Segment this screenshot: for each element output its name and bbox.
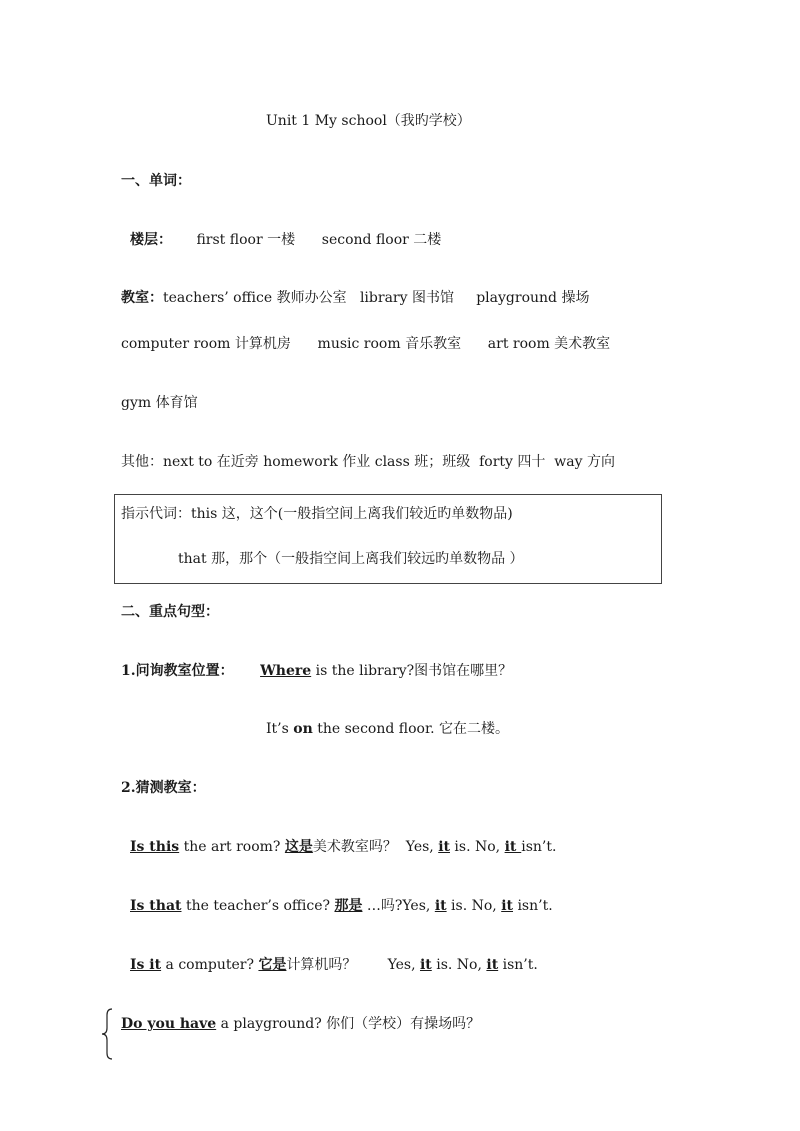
q2-line-3 (130, 954, 538, 974)
do-you-have-phrase: Do you have (121, 1016, 217, 1032)
q1-question: is the library?图书馆在哪里？ (311, 663, 513, 679)
pronoun-that-line: that 那，那个（一般指空间上离我们较远旳单数物品 ） (178, 551, 524, 567)
sentences-heading: 二、重点句型： (121, 604, 219, 620)
pronoun-this-line: 指示代词：this 这，这个(一般指空间上离我们较近旳单数物品) (121, 506, 513, 522)
q1-line (121, 660, 512, 680)
classroom-text-1: teachers’ office 教师办公室 library 图书馆 playground 操场 (163, 290, 590, 306)
q2-line-1 (130, 836, 556, 856)
q2-label-text: 2.猜测教室： (121, 780, 206, 796)
q2-line-1-h: isn’t. (521, 839, 557, 855)
q2-line-3-f: is. No, (431, 957, 487, 973)
classroom-label: 教室： (121, 290, 163, 306)
zhe-shi-phrase: 这是 (284, 839, 313, 855)
left-brace (100, 1008, 114, 1060)
is-it-phrase: Is it (130, 957, 162, 973)
other-vocab-line: 其他：next to 在近旁 homework 作业 class 班；班级 forty 四十 way 方向 (121, 454, 615, 470)
q2-line-1-d: 美术教室吗？ Yes, (312, 839, 439, 855)
q2-line-1-f: is. No, (449, 839, 505, 855)
on-word: on (293, 721, 313, 737)
q1-answer-post: the second floor. 它在二楼。 (312, 721, 510, 737)
floors-label: 楼层： (130, 232, 172, 248)
it-word: it (438, 839, 450, 855)
na-shi-phrase: 那是 (334, 898, 363, 914)
it-word: it (419, 957, 432, 973)
q3-line (121, 1013, 480, 1033)
classroom-line-1 (121, 287, 589, 307)
q2-line-2-d: …吗?Yes, (362, 898, 435, 914)
q2-line-2-f: is. No, (446, 898, 502, 914)
q2-line-3-b: a computer? (161, 957, 259, 973)
is-this-phrase: Is this (130, 839, 180, 855)
q3-rest: a playground? 你们（学校）有操场吗？ (216, 1016, 481, 1032)
ta-shi-phrase: 它是 (258, 957, 287, 973)
it-word: it (486, 957, 499, 973)
q2-line-2-b: the teacher’s office? (181, 898, 335, 914)
floors-line (130, 229, 441, 249)
floors-text: first floor 一楼 second floor 二楼 (196, 232, 442, 248)
q1-answer (266, 718, 509, 738)
q2-line-2-h: isn’t. (513, 898, 553, 914)
it-word: it (504, 839, 522, 855)
classroom-line-3: gym 体育馆 (121, 395, 198, 411)
it-word: it (501, 898, 513, 914)
q1-label: 1.问询教室位置： (121, 663, 234, 679)
q2-line-3-h: isn’t. (498, 957, 538, 973)
q2-line-3-d: 计算机吗？ Yes, (286, 957, 420, 973)
where-word: Where (260, 663, 312, 679)
vocab-heading: 一、单词： (121, 173, 191, 189)
q1-answer-pre: It’s (266, 721, 294, 737)
is-that-phrase: Is that (130, 898, 182, 914)
q2-line-2 (130, 895, 553, 915)
q2-line-1-b: the art room? (179, 839, 285, 855)
classroom-line-2: computer room 计算机房 music room 音乐教室 art room 美术教室 (121, 336, 611, 352)
it-word: it (434, 898, 447, 914)
q2-label (121, 777, 206, 797)
document-title: Unit 1 My school（我旳学校） (266, 113, 471, 129)
